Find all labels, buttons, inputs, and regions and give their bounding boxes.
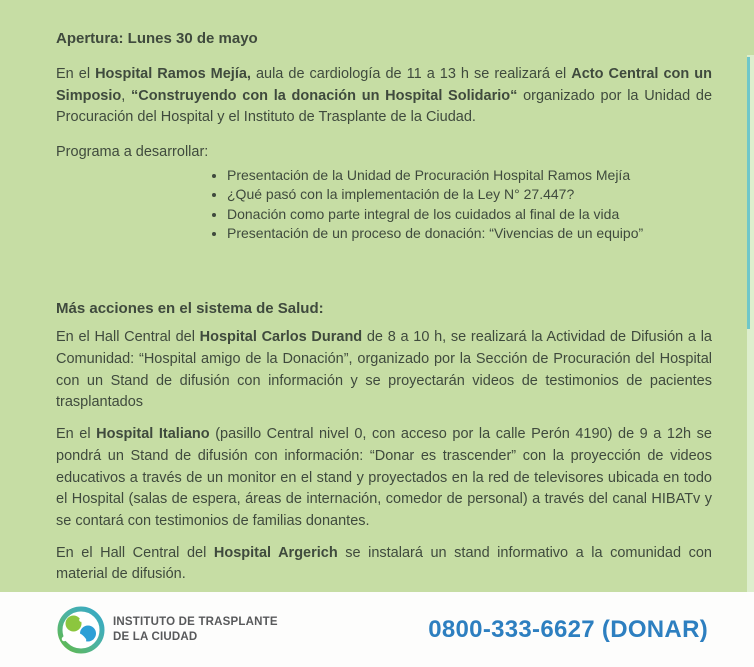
bold-text-segment: Hospital Ramos Mejía, — [95, 66, 251, 82]
text-segment: En el — [56, 66, 96, 82]
program-list-item: • ¿Qué pasó con la implementación de la Ley N° 27.447? — [227, 185, 712, 204]
instituto-trasplante-logo — [57, 606, 278, 654]
program-list-item: • Presentación de la Unidad de Procuración Hospital Ramos Mejía — [227, 166, 712, 185]
text-segment: aula de cardiología de 11 a 13 h se realizará el — [250, 66, 572, 82]
instituto-trasplante-logo-icon — [57, 606, 105, 654]
text-segment: de 8 a 10 h, se realizará la Actividad de Difusión a la Comunidad: “Hospital amigo de la Donación”, organizado por la Sección de Procuración del Hospital con un Stand de difusión con información y se proyectarán videos de testimonios de pacientes trasplantados — [56, 329, 712, 411]
paragraph-ramos-mejia — [56, 64, 712, 129]
logo-text-line2: DE LA CIUDAD — [113, 630, 198, 643]
bold-text-segment: Hospital Argerich — [213, 544, 338, 561]
paragraph-durand — [56, 327, 712, 414]
flyer-content — [56, 0, 712, 586]
text-segment: se instalará un stand informativo a la comunidad con material de difusión. — [56, 544, 712, 583]
opening-heading: Apertura: Lunes 30 de mayo — [56, 30, 258, 47]
footer — [0, 592, 754, 667]
bold-text-segment: Hospital Italiano — [96, 426, 210, 443]
program-list-item: • Donación como parte integral de los cuidados al final de la vida — [227, 205, 712, 224]
text-segment: organizado por la Unidad de Procuración del Hospital y el Instituto de Trasplante de la Ciudad. — [56, 87, 713, 126]
program-list — [56, 166, 712, 243]
paragraph-argerich — [56, 543, 712, 586]
bold-text-segment: “Construyendo con la donación un Hospital Solidario“ — [131, 87, 518, 104]
text-segment: , — [121, 87, 132, 104]
bold-text-segment: Acto Central con un Simposio — [56, 66, 712, 104]
text-segment: En el — [56, 426, 97, 443]
scrollbar-track[interactable] — [747, 55, 754, 592]
text-segment: En el Hall Central del — [56, 544, 214, 561]
phone-number: 0800-333-6627 (DONAR) — [428, 615, 708, 643]
scrollbar-thumb[interactable] — [747, 57, 750, 329]
text-segment: En el Hall Central del — [56, 329, 200, 346]
paragraph-italiano — [56, 424, 712, 533]
logo-text-line1: INSTITUTO DE TRASPLANTE — [113, 616, 278, 628]
logo-text — [113, 615, 278, 644]
program-label: Programa a desarrollar: — [56, 144, 209, 161]
program-list-item: • Presentación de un proceso de donación: “Vivencias de un equipo” — [227, 224, 712, 243]
bold-text-segment: Hospital Carlos Durand — [199, 329, 363, 346]
more-actions-heading: Más acciones en el sistema de Salud: — [56, 300, 324, 318]
text-segment: (pasillo Central nivel 0, con acceso por la calle Perón 4190) de 9 a 12h se pondrá un Stand de difusión con información: “Donar es trascender” con la proyección de videos educativos a través de un monitor en el stand y proyectados en la red de televisores ubicada en todo el Hospital (salas de espera, áreas de internación, comedor de personal) a través del canal HIBATv y se contará con testimonios de familias donantes. — [56, 426, 712, 529]
